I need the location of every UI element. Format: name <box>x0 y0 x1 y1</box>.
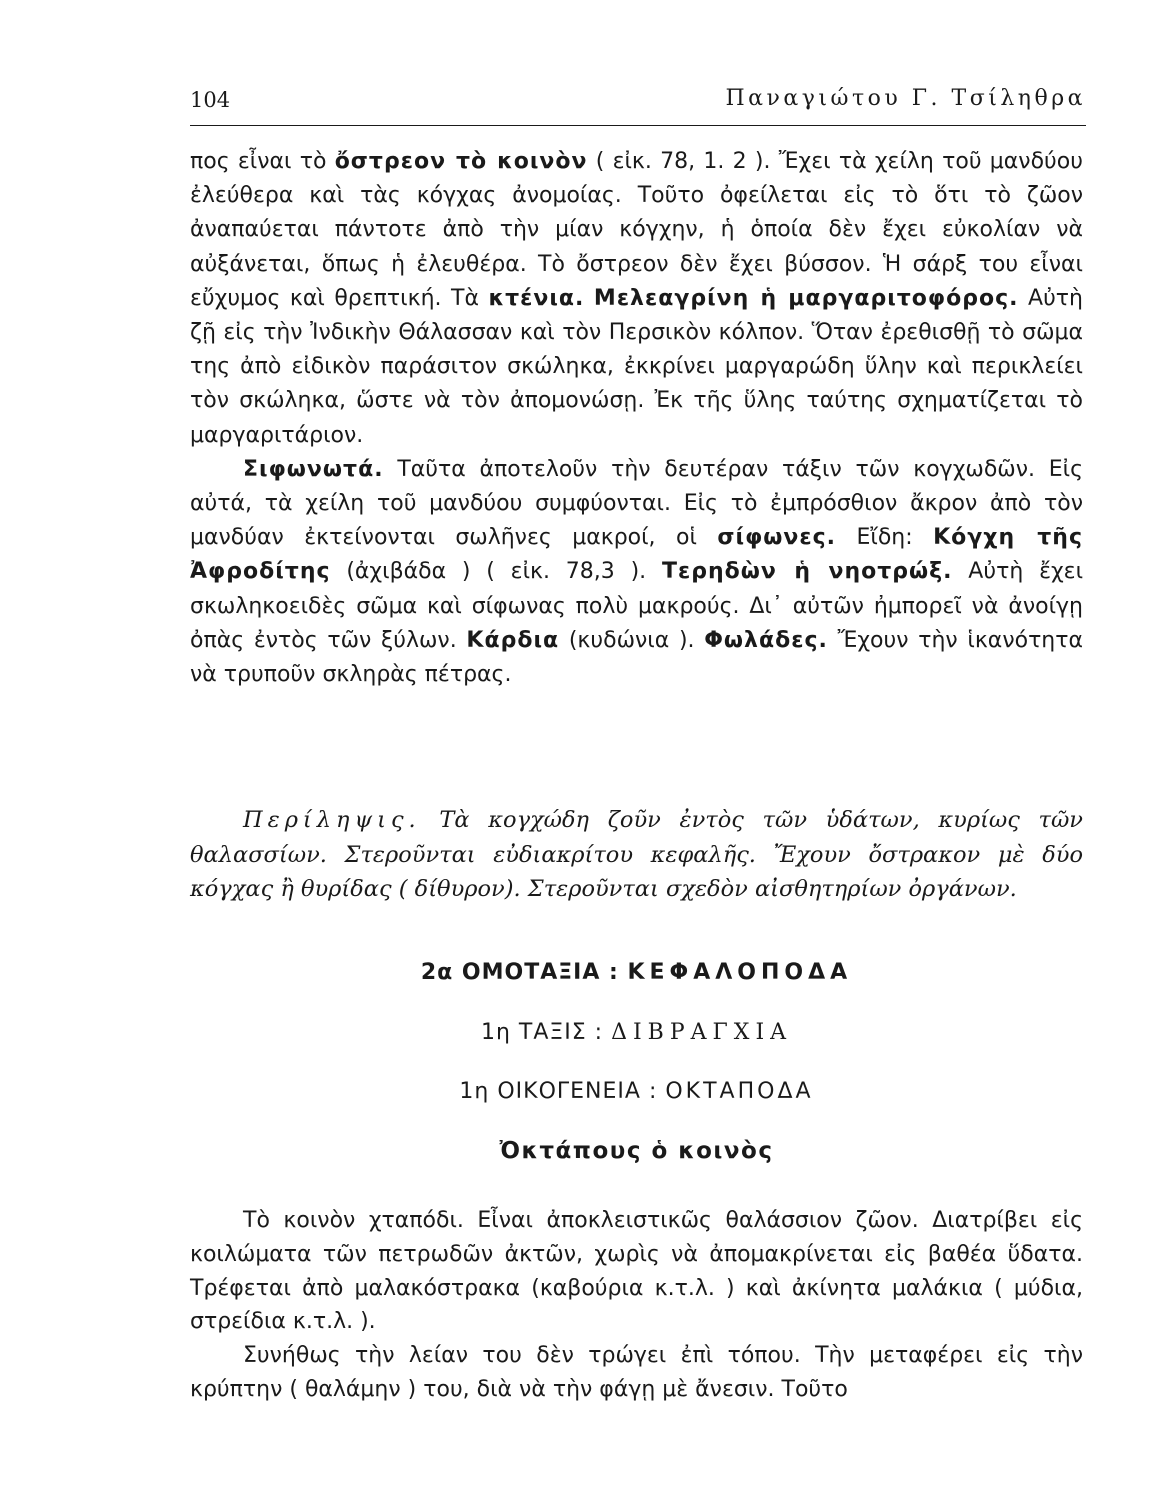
text: Ταῦτα ἀποτελοῦν τὴν δευτέραν τάξιν τῶν κογχωδῶν. Εἰς αὐτά, τὰ χείλη τοῦ μανδύου συμφύονται. Εἰς τὸ ἐμπρόσθιον ἄκρον ἀπὸ τὸν μανδύαν ἐκτείνονται σωλῆνες μακροί, οἱ <box>190 456 1083 551</box>
heading-name: ΟΚΤΑΠΟΔΑ <box>665 1079 814 1104</box>
summary-paragraph <box>190 803 1083 907</box>
summary-label: Περίληψις. <box>243 807 421 833</box>
section-heading-family <box>190 1079 1083 1104</box>
summary-text: Τὰ κογχώδη ζοῦν ἐντὸς τῶν ὑδάτων, κυρίως τῶν θαλασσίων. Στεροῦνται εὐδιακρίτου κεφαλῆς. Ἔχουν ὄστρακον μὲ δύο κόγχας ἢ θυρίδας ( δίθυρον). Στεροῦνται σχεδὸν αἰσθητηρίων ὀργάνων. <box>190 807 1083 902</box>
term-sifones: σίφωνες. <box>717 525 837 551</box>
text: ( εἰκ. 78, 1. 2 ). Ἔχει τὰ χείλη τοῦ μανδύου ἐλεύθερα καὶ τὰς κόγχας ἀνομοίας. Τοῦτο ὀφείλεται εἰς τὸ ὅτι τὸ ζῶον ἀναπαύεται πάντοτε ἀπὸ τὴν μίαν κόγχην, ἡ ὁποία δὲν ἔχει εὐκολίαν νὰ αὐξάνεται, ὅπως ἡ ἐλευθέρα. Τὸ ὄστρεον δὲν ἔχει βύσσον. Ἡ σάρξ του εἶναι εὔχυμος καὶ θρεπτική. Τὰ <box>190 149 1083 311</box>
term-kardia: Κάρδια <box>466 627 560 653</box>
page-number: 104 <box>190 88 231 112</box>
heading-prefix: 1η ΤΑΞΙΣ : <box>480 1020 612 1045</box>
paragraph-sifonota <box>190 453 1083 692</box>
heading-prefix: 1η ΟΙΚΟΓΕΝΕΙΑ : <box>459 1079 666 1104</box>
term-meleagrini: Μελεαγρίνη ἡ μαργαριτοφόρος. <box>593 285 1019 311</box>
term-teridon: Τερηδὼν ἡ νηοτρώξ. <box>661 559 953 585</box>
text: Εἴδη: <box>836 525 934 551</box>
header-rule <box>190 125 1086 126</box>
text: πος εἶναι τὸ <box>190 149 335 174</box>
heading-prefix: 2α ΟΜΟΤΑΞΙΑ : <box>420 960 628 985</box>
running-header <box>190 84 1090 120</box>
text: Αὐτὴ ἔχει σκωληκοειδὲς σῶμα καὶ σίφωνας πολὺ μακρούς. Δι᾽ αὐτῶν ἠμπορεῖ νὰ ἀνοίγῃ ὀπὰς ἐντὸς τῶν ξύλων. <box>190 559 1084 653</box>
paragraph-octopus-habitat: Τὸ κοινὸν χταπόδι. Εἶναι ἀποκλειστικῶς θαλάσσιον ζῶον. Διατρίβει εἰς κοιλώματα τῶν πετρωδῶν ἀκτῶν, χωρὶς νὰ ἀπομακρίνεται εἰς βαθέα ὕδατα. Τρέφεται ἀπὸ μαλακόστρακα (καβούρια κ.τ.λ. ) καὶ ἀκίνητα μαλάκια ( μύδια, στρείδια κ.τ.λ. ). <box>190 1208 1083 1335</box>
running-title: Παναγιώτου Γ. Τσίληθρα <box>725 86 1086 111</box>
paragraph-ostreon <box>190 145 1083 453</box>
text: (κυδώνια ). <box>559 627 705 653</box>
section-heading-class <box>190 960 1083 985</box>
section-heading-order <box>190 1020 1083 1045</box>
term-ostreon: ὄστρεον τὸ κοινὸν <box>334 149 588 174</box>
text: Αὐτὴ ζῇ εἰς τὴν Ἰνδικὴν Θάλασσαν καὶ τὸν Περσικὸν κόλπον. Ὅταν ἐρεθισθῇ τὸ σῶμα της ἀπὸ εἰδικὸν παράσιτον σκώληκα, ἐκκρίνει μαργαρώδη ὕλην καὶ περικλείει τὸν σκώληκα, ὥστε νὰ τὸν ἀπομονώσῃ. Ἐκ τῆς ὕλης ταύτης σχηματίζεται τὸ μαργαριτάριον. <box>190 285 1083 448</box>
term-kogchi-afroditis: Κόγχη τῆς Ἀφροδίτης <box>190 525 1083 585</box>
paragraph-octopus-feeding: Συνήθως τὴν λείαν του δὲν τρώγει ἐπὶ τόπου. Τὴν μεταφέρει εἰς τὴν κρύπτην ( θαλάμην ) του, διὰ νὰ τὴν φάγῃ μὲ ἄνεσιν. Τοῦτο <box>190 1343 1083 1402</box>
main-text <box>190 145 1083 692</box>
heading-name: ΔΙΒΡΑΓΧΙΑ <box>611 1020 793 1045</box>
heading-name: ΚΕΦΑΛΟΠΟΔΑ <box>627 960 853 985</box>
text: (ἀχιβάδα ) ( εἰκ. 78,3 ). <box>330 559 662 585</box>
species-heading: Ὀκτάπους ὁ κοινὸς <box>499 1138 774 1164</box>
term-sifonota: Σιφωνωτά. <box>243 456 384 482</box>
term-ktenia: κτένια. <box>488 285 585 311</box>
text: Ἔχουν τὴν ἱκανότητα νὰ τρυποῦν σκληρὰς πέτρας. <box>190 627 1083 688</box>
octopus-text <box>190 1204 1083 1407</box>
text <box>584 286 594 311</box>
term-folades: Φωλάδες. <box>704 627 828 653</box>
